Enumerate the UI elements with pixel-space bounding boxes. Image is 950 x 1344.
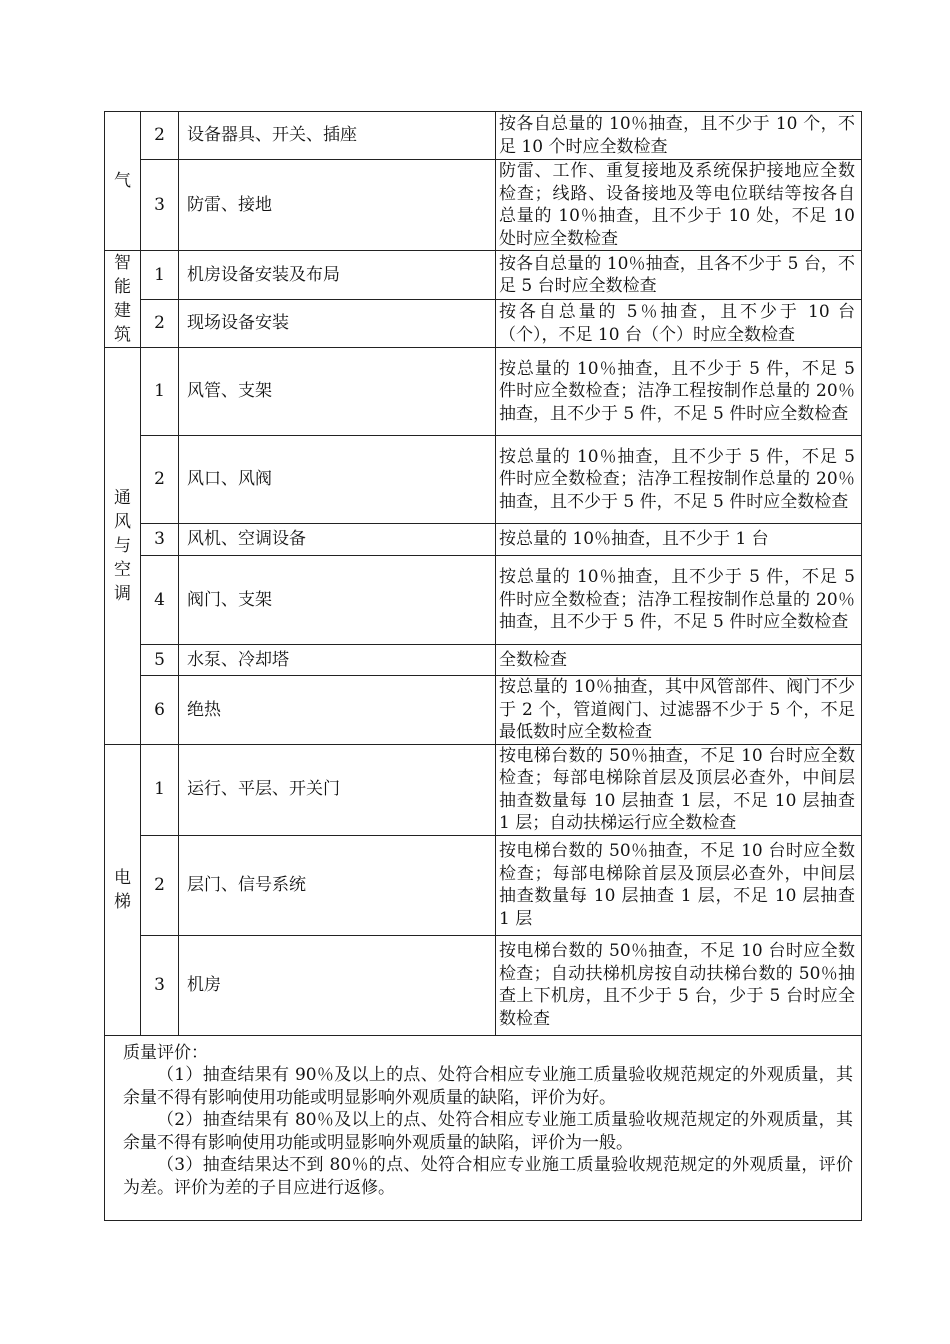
row-method: 防雷、工作、重复接地及系统保护接地应全数检查；线路、设备接地及等电位联结等按各自总量的 10％抽查，且不少于 10 处，不足 10 处时应全数检查	[496, 160, 862, 251]
row-item: 风口、风阀	[179, 436, 496, 524]
row-number: 1	[141, 744, 179, 835]
section-smart-label: 智能建筑	[105, 251, 141, 348]
table-row	[105, 524, 862, 556]
row-item: 层门、信号系统	[179, 835, 496, 935]
evaluation-item-poor: （3）抽查结果达不到 80％的点、处符合相应专业施工质量验收规范规定的外观质量，评价为差。评价为差的子目应进行返修。	[123, 1155, 853, 1198]
table-row	[105, 348, 862, 436]
row-number: 2	[141, 112, 179, 160]
row-method: 按总量的 10％抽查，其中风管部件、阀门不少于 2 个，管道阀门、过滤器不少于 5 个，不足最低数时应全数检查	[496, 676, 862, 745]
row-method: 按电梯台数的 50％抽查，不足 10 台时应全数检查；自动扶梯机房按自动扶梯台数的 50％抽查上下机房，且不少于 5 台，少于 5 台时应全数检查	[496, 935, 862, 1035]
row-method: 按总量的 10％抽查，且不少于 5 件，不足 5 件时应全数检查；洁净工程按制作总量的 20％抽查，且不少于 5 件，不足 5 件时应全数检查	[496, 436, 862, 524]
row-number: 4	[141, 556, 179, 645]
quality-evaluation	[105, 1035, 862, 1220]
table-row	[105, 251, 862, 300]
row-item: 现场设备安装	[179, 300, 496, 348]
row-method: 按电梯台数的 50％抽查，不足 10 台时应全数检查；每部电梯除首层及顶层必查外，中间层抽查数量每 10 层抽查 1 层，不足 10 层抽查 1 层；自动扶梯运行应全数检查	[496, 744, 862, 835]
section-elevator-label: 电梯	[105, 744, 141, 1035]
row-number: 3	[141, 935, 179, 1035]
table-row	[105, 436, 862, 524]
row-number: 2	[141, 835, 179, 935]
row-number: 1	[141, 348, 179, 436]
row-item: 机房	[179, 935, 496, 1035]
table-row	[105, 744, 862, 835]
table-row	[105, 645, 862, 676]
row-item: 绝热	[179, 676, 496, 745]
table-row	[105, 556, 862, 645]
row-number: 1	[141, 251, 179, 300]
row-method: 按总量的 10％抽查，且不少于 5 件，不足 5 件时应全数检查；洁净工程按制作总量的 20％抽查，且不少于 5 件，不足 5 件时应全数检查	[496, 556, 862, 645]
table-row	[105, 676, 862, 745]
row-number: 2	[141, 436, 179, 524]
table-row	[105, 935, 862, 1035]
table-row	[105, 300, 862, 348]
row-item: 风管、支架	[179, 348, 496, 436]
row-item: 阀门、支架	[179, 556, 496, 645]
section-hvac-label: 通风与空调	[105, 348, 141, 745]
row-item: 水泵、冷却塔	[179, 645, 496, 676]
row-item: 机房设备安装及布局	[179, 251, 496, 300]
evaluation-row	[105, 1035, 862, 1220]
table-row	[105, 835, 862, 935]
table-row	[105, 160, 862, 251]
evaluation-item-average: （2）抽查结果有 80％及以上的点、处符合相应专业施工质量验收规范规定的外观质量，其余量不得有影响使用功能或明显影响外观质量的缺陷，评价为一般。	[123, 1110, 853, 1153]
row-method: 按各自总量的 10％抽查，且不少于 10 个，不足 10 个时应全数检查	[496, 112, 862, 160]
row-item: 设备器具、开关、插座	[179, 112, 496, 160]
row-number: 5	[141, 645, 179, 676]
row-item: 风机、空调设备	[179, 524, 496, 556]
row-method: 按总量的 10％抽查，且不少于 1 台	[496, 524, 862, 556]
row-method: 按各自总量的 10％抽查，且各不少于 5 台，不足 5 台时应全数检查	[496, 251, 862, 300]
row-method: 按电梯台数的 50％抽查，不足 10 台时应全数检查；每部电梯除首层及顶层必查外，中间层抽查数量每 10 层抽查 1 层，不足 10 层抽查 1 层	[496, 835, 862, 935]
table-row	[105, 112, 862, 160]
row-item: 防雷、接地	[179, 160, 496, 251]
evaluation-title: 质量评价：	[123, 1042, 208, 1063]
evaluation-item-good: （1）抽查结果有 90％及以上的点、处符合相应专业施工质量验收规范规定的外观质量，其余量不得有影响使用功能或明显影响外观质量的缺陷，评价为好。	[123, 1065, 853, 1108]
row-method: 按总量的 10％抽查，且不少于 5 件，不足 5 件时应全数检查；洁净工程按制作总量的 20％抽查，且不少于 5 件，不足 5 件时应全数检查	[496, 348, 862, 436]
row-number: 3	[141, 160, 179, 251]
section-electric-label: 气	[105, 112, 141, 251]
row-number: 6	[141, 676, 179, 745]
row-item: 运行、平层、开关门	[179, 744, 496, 835]
row-number: 3	[141, 524, 179, 556]
row-number: 2	[141, 300, 179, 348]
row-method: 全数检查	[496, 645, 862, 676]
row-method: 按各自总量的 5％抽查，且不少于 10 台（个），不足 10 台（个）时应全数检查	[496, 300, 862, 348]
inspection-table	[104, 111, 862, 1221]
